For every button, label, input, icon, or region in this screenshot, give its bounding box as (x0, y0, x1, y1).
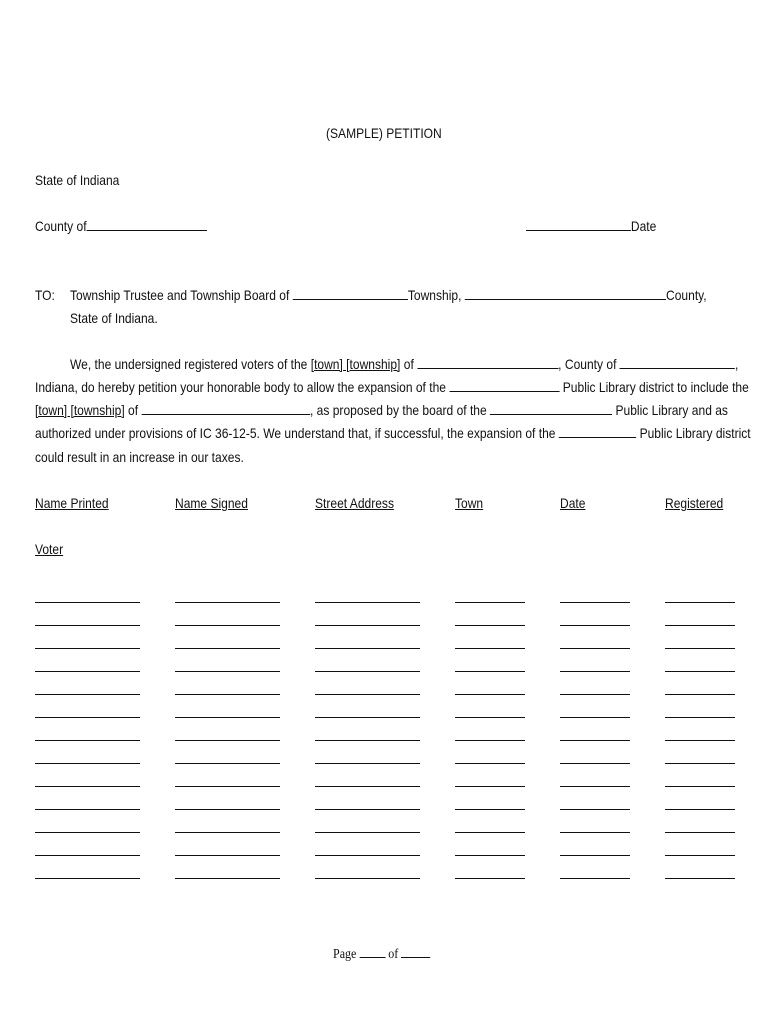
signature-line-town[interactable] (455, 602, 525, 603)
signature-line-name-signed[interactable] (175, 855, 280, 856)
column-header-name-printed: Name Printed (35, 495, 109, 511)
signature-line-street-address[interactable] (315, 717, 420, 718)
to-line-2: State of Indiana. (70, 310, 158, 326)
signature-line-name-printed[interactable] (35, 694, 140, 695)
signature-line-street-address[interactable] (315, 855, 420, 856)
body-line-4 (35, 425, 751, 441)
signature-line-registered[interactable] (665, 878, 735, 879)
signature-line-name-printed[interactable] (35, 763, 140, 764)
date-line (526, 218, 656, 234)
signature-line-street-address[interactable] (315, 763, 420, 764)
signature-line-name-signed[interactable] (175, 832, 280, 833)
signature-line-date[interactable] (560, 855, 630, 856)
date-blank[interactable] (526, 218, 631, 231)
signature-line-town[interactable] (455, 671, 525, 672)
signature-line-name-printed[interactable] (35, 855, 140, 856)
signature-line-date[interactable] (560, 694, 630, 695)
signature-line-registered[interactable] (665, 648, 735, 649)
column-header-name-signed: Name Signed (175, 495, 248, 511)
county-blank[interactable] (87, 218, 207, 231)
signature-line-registered[interactable] (665, 740, 735, 741)
footer-page-label: Page (333, 947, 357, 962)
town-blank[interactable] (417, 356, 558, 369)
body-text: Public Library and as (615, 402, 728, 418)
signature-line-town[interactable] (455, 648, 525, 649)
signature-line-date[interactable] (560, 832, 630, 833)
county-line (35, 218, 207, 234)
signature-line-registered[interactable] (665, 717, 735, 718)
signature-line-registered[interactable] (665, 786, 735, 787)
body-text: We, the undersigned registered voters of the (70, 356, 308, 372)
signature-line-town[interactable] (455, 717, 525, 718)
signature-line-name-printed[interactable] (35, 786, 140, 787)
signature-line-street-address[interactable] (315, 832, 420, 833)
library-board-blank[interactable] (490, 402, 612, 415)
signature-line-date[interactable] (560, 763, 630, 764)
to-text-b: Township, (407, 287, 462, 303)
county-label: County of (35, 218, 87, 234)
body-text: of (403, 356, 414, 372)
signature-line-name-printed[interactable] (35, 878, 140, 879)
body-text: of (128, 402, 139, 418)
signature-line-name-printed[interactable] (35, 832, 140, 833)
signature-line-registered[interactable] (665, 625, 735, 626)
page-total-blank[interactable] (401, 946, 430, 958)
signature-line-name-printed[interactable] (35, 602, 140, 603)
signature-line-town[interactable] (455, 694, 525, 695)
to-label: TO: (35, 287, 55, 303)
body-line-1 (70, 356, 738, 372)
signature-line-street-address[interactable] (315, 648, 420, 649)
signature-line-date[interactable] (560, 648, 630, 649)
town-blank-2[interactable] (141, 402, 310, 415)
state-line: State of Indiana (35, 172, 120, 188)
body-text: authorized under provisions of IC 36-12-5. We understand that, if successful, the expansion of the (35, 425, 556, 441)
to-text-a: Township Trustee and Township Board of (70, 287, 290, 303)
signature-line-name-printed[interactable] (35, 809, 140, 810)
signature-line-town[interactable] (455, 878, 525, 879)
signature-line-town[interactable] (455, 740, 525, 741)
signature-line-name-printed[interactable] (35, 671, 140, 672)
body-text: Public Library district (639, 425, 751, 441)
signature-line-name-signed[interactable] (175, 717, 280, 718)
signature-line-street-address[interactable] (315, 602, 420, 603)
signature-line-street-address[interactable] (315, 809, 420, 810)
page-number-blank[interactable] (359, 946, 385, 958)
column-header-date: Date (560, 495, 586, 511)
body-text: , as proposed by the board of the (309, 402, 487, 418)
town-township-option: [town] [township] (35, 402, 125, 418)
body-line-2 (35, 379, 749, 395)
signature-line-name-printed[interactable] (35, 648, 140, 649)
signature-line-town[interactable] (455, 855, 525, 856)
signature-line-name-signed[interactable] (175, 694, 280, 695)
document-title: (SAMPLE) PETITION (326, 125, 442, 141)
signature-line-name-printed[interactable] (35, 717, 140, 718)
signature-line-name-printed[interactable] (35, 740, 140, 741)
date-label: Date (630, 218, 657, 234)
signature-line-town[interactable] (455, 763, 525, 764)
signature-line-name-printed[interactable] (35, 625, 140, 626)
signature-line-date[interactable] (560, 602, 630, 603)
signature-line-registered[interactable] (665, 855, 735, 856)
signature-line-name-signed[interactable] (175, 740, 280, 741)
township-board-blank[interactable] (293, 287, 408, 300)
signature-line-street-address[interactable] (315, 625, 420, 626)
signature-line-name-signed[interactable] (175, 786, 280, 787)
to-line-1 (70, 287, 707, 303)
body-line-5: could result in an increase in our taxes. (35, 449, 244, 465)
column-header-street-address: Street Address (315, 495, 394, 511)
signature-line-town[interactable] (455, 786, 525, 787)
signature-line-registered[interactable] (665, 763, 735, 764)
page-footer (333, 946, 431, 963)
signature-line-date[interactable] (560, 878, 630, 879)
to-county-blank[interactable] (465, 287, 666, 300)
body-text: Public Library district to include the (562, 379, 749, 395)
signature-line-name-signed[interactable] (175, 648, 280, 649)
body-text: Indiana, do hereby petition your honorable body to allow the expansion of the (35, 379, 446, 395)
signature-line-street-address[interactable] (315, 740, 420, 741)
column-header-voter: Voter (35, 541, 64, 557)
signature-line-date[interactable] (560, 740, 630, 741)
signature-line-street-address[interactable] (315, 878, 420, 879)
signature-line-name-signed[interactable] (175, 763, 280, 764)
signature-line-street-address[interactable] (315, 786, 420, 787)
signature-line-street-address[interactable] (315, 671, 420, 672)
signature-line-town[interactable] (455, 832, 525, 833)
to-text-c: County, (666, 287, 707, 303)
library-blank-1[interactable] (449, 379, 559, 392)
column-header-registered: Registered (665, 495, 724, 511)
signature-line-date[interactable] (560, 625, 630, 626)
signature-line-date[interactable] (560, 717, 630, 718)
signature-line-date[interactable] (560, 671, 630, 672)
signature-line-name-signed[interactable] (175, 671, 280, 672)
signature-line-date[interactable] (560, 809, 630, 810)
signature-line-name-signed[interactable] (175, 878, 280, 879)
body-line-3 (35, 402, 728, 418)
county-of-blank[interactable] (620, 356, 735, 369)
signature-line-registered[interactable] (665, 602, 735, 603)
body-text: , (734, 356, 739, 372)
signature-line-name-signed[interactable] (175, 602, 280, 603)
signature-line-date[interactable] (560, 786, 630, 787)
signature-line-registered[interactable] (665, 694, 735, 695)
library-blank-2[interactable] (559, 425, 636, 438)
signature-line-registered[interactable] (665, 832, 735, 833)
column-header-town: Town (455, 495, 484, 511)
signature-line-name-signed[interactable] (175, 625, 280, 626)
signature-line-name-signed[interactable] (175, 809, 280, 810)
body-text: , County of (558, 356, 617, 372)
signature-line-town[interactable] (455, 625, 525, 626)
signature-line-registered[interactable] (665, 809, 735, 810)
signature-line-town[interactable] (455, 809, 525, 810)
footer-of-label: of (388, 947, 399, 962)
signature-line-registered[interactable] (665, 671, 735, 672)
town-township-option: [town] [township] (310, 356, 401, 372)
signature-line-street-address[interactable] (315, 694, 420, 695)
